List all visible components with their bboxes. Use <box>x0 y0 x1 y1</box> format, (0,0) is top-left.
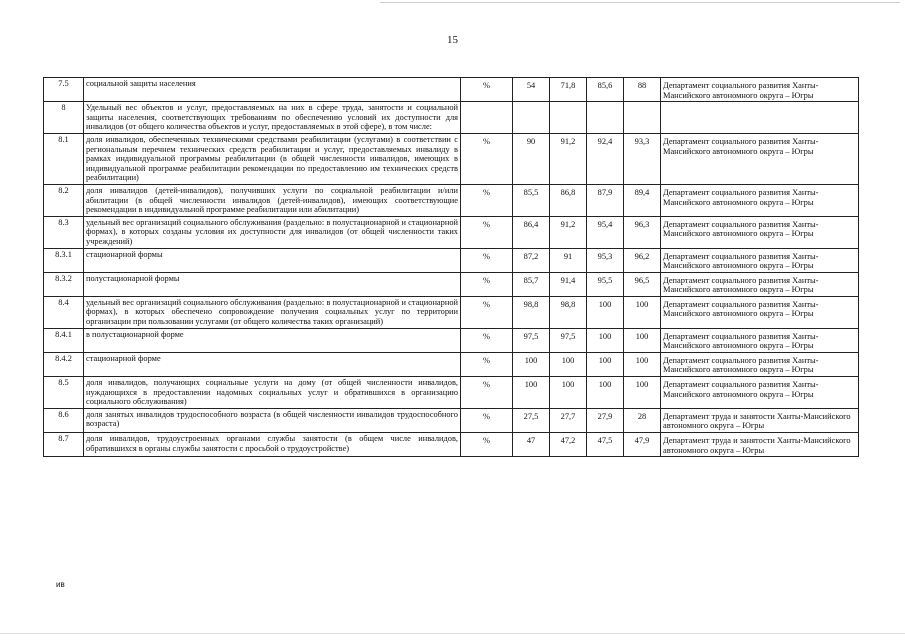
responsible-department: Департамент социального развития Ханты-Мансийского автономного округа – Югры <box>661 248 859 272</box>
value-year-2: 27,7 <box>550 408 587 432</box>
value-year-4: 28 <box>624 408 661 432</box>
value-year-3: 27,9 <box>587 408 624 432</box>
value-year-3: 47,5 <box>587 433 624 457</box>
responsible-department: Департамент социального развития Ханты-Мансийского автономного округа – Югры <box>661 272 859 296</box>
value-year-3: 100 <box>587 328 624 352</box>
value-year-4: 96,5 <box>624 272 661 296</box>
row-index: 8.4.2 <box>44 352 84 376</box>
unit-cell <box>461 102 513 134</box>
unit-cell: % <box>461 408 513 432</box>
value-year-3: 92,4 <box>587 133 624 184</box>
table-row <box>44 352 859 376</box>
value-year-4: 100 <box>624 352 661 376</box>
value-year-4: 47,9 <box>624 433 661 457</box>
row-index: 8.7 <box>44 433 84 457</box>
value-year-1: 54 <box>513 78 550 102</box>
value-year-2: 91,2 <box>550 216 587 248</box>
unit-cell: % <box>461 248 513 272</box>
row-index: 8.3.1 <box>44 248 84 272</box>
responsible-department: Департамент труда и занятости Ханты-Мансийского автономного округа – Югры <box>661 433 859 457</box>
value-year-1: 100 <box>513 352 550 376</box>
value-year-1: 47 <box>513 433 550 457</box>
value-year-2: 71,8 <box>550 78 587 102</box>
value-year-3: 95,3 <box>587 248 624 272</box>
row-index: 8 <box>44 102 84 134</box>
row-index: 8.2 <box>44 184 84 216</box>
row-index: 8.3.2 <box>44 272 84 296</box>
table-row <box>44 328 859 352</box>
table-row <box>44 102 859 134</box>
row-index: 8.6 <box>44 408 84 432</box>
row-index: 8.4 <box>44 296 84 328</box>
unit-cell: % <box>461 216 513 248</box>
value-year-4: 88 <box>624 78 661 102</box>
table-row <box>44 433 859 457</box>
row-index: 7.5 <box>44 78 84 102</box>
indicator-description: удельный вес организаций социального обслуживания (раздельно: в полустационарной и стационарной формах), в которых созданы условия их доступности для инвалидов (от общей численности таких учреждений) <box>84 216 461 248</box>
value-year-4: 93,3 <box>624 133 661 184</box>
responsible-department: Департамент социального развития Ханты-Мансийского автономного округа – Югры <box>661 133 859 184</box>
value-year-1 <box>513 102 550 134</box>
value-year-3 <box>587 102 624 134</box>
unit-cell: % <box>461 296 513 328</box>
value-year-4: 96,2 <box>624 248 661 272</box>
value-year-1: 98,8 <box>513 296 550 328</box>
unit-cell: % <box>461 78 513 102</box>
scan-edge-bottom <box>0 633 905 634</box>
value-year-1: 97,5 <box>513 328 550 352</box>
value-year-2: 100 <box>550 377 587 409</box>
unit-cell: % <box>461 184 513 216</box>
indicator-description: удельный вес организаций социального обслуживания (раздельно: в полустационарной и стационарной формах), в которых обеспечено сопровождение получения социальных услуг по территории организации при пользовании услугами (от общего количества таких организаций) <box>84 296 461 328</box>
indicator-description: доля инвалидов, трудоустроенных органами службы занятости (в общем числе инвалидов, обратившихся в органы службы занятости с просьбой о трудоустройстве) <box>84 433 461 457</box>
unit-cell: % <box>461 133 513 184</box>
unit-cell: % <box>461 433 513 457</box>
responsible-department <box>661 102 859 134</box>
table-row <box>44 133 859 184</box>
value-year-3: 100 <box>587 377 624 409</box>
value-year-1: 85,7 <box>513 272 550 296</box>
unit-cell: % <box>461 272 513 296</box>
value-year-2: 86,8 <box>550 184 587 216</box>
indicator-description: стационарной форме <box>84 352 461 376</box>
value-year-2: 91,2 <box>550 133 587 184</box>
responsible-department: Департамент труда и занятости Ханты-Мансийского автономного округа – Югры <box>661 408 859 432</box>
indicator-description: Удельный вес объектов и услуг, предоставляемых на них в сфере труда, занятости и социальной защиты населения, соответствующих требованиям по обеспечению условий их доступности для инвалидов (от общего количества объектов и услуг, предоставляемых в этой сфере), в том числе: <box>84 102 461 134</box>
indicator-description: социальной защиты населения <box>84 78 461 102</box>
value-year-2: 91 <box>550 248 587 272</box>
unit-cell: % <box>461 377 513 409</box>
responsible-department: Департамент социального развития Ханты-Мансийского автономного округа – Югры <box>661 328 859 352</box>
row-index: 8.1 <box>44 133 84 184</box>
indicator-description: доля инвалидов (детей-инвалидов), получивших услуги по социальной реабилитации и/или абилитации (в общей численности инвалидов (детей-инвалидов), имеющих соответствующие рекомендации в индивидуальной программе реабилитации или абилитации) <box>84 184 461 216</box>
value-year-4: 100 <box>624 377 661 409</box>
table-row <box>44 78 859 102</box>
value-year-2 <box>550 102 587 134</box>
value-year-2: 97,5 <box>550 328 587 352</box>
table-row <box>44 296 859 328</box>
value-year-2: 100 <box>550 352 587 376</box>
responsible-department: Департамент социального развития Ханты-Мансийского автономного округа – Югры <box>661 296 859 328</box>
responsible-department: Департамент социального развития Ханты-Мансийского автономного округа – Югры <box>661 78 859 102</box>
value-year-2: 91,4 <box>550 272 587 296</box>
table-row <box>44 272 859 296</box>
value-year-1: 90 <box>513 133 550 184</box>
responsible-department: Департамент социального развития Ханты-Мансийского автономного округа – Югры <box>661 352 859 376</box>
responsible-department: Департамент социального развития Ханты-Мансийского автономного округа – Югры <box>661 216 859 248</box>
table-row <box>44 248 859 272</box>
row-index: 8.4.1 <box>44 328 84 352</box>
indicator-description: доля занятых инвалидов трудоспособного возраста (в общей численности инвалидов трудоспособного возраста) <box>84 408 461 432</box>
value-year-1: 87,2 <box>513 248 550 272</box>
value-year-3: 85,6 <box>587 78 624 102</box>
value-year-1: 86,4 <box>513 216 550 248</box>
table-row <box>44 216 859 248</box>
value-year-3: 87,9 <box>587 184 624 216</box>
value-year-3: 100 <box>587 296 624 328</box>
table-row <box>44 377 859 409</box>
indicator-description: доля инвалидов, обеспеченных техническими средствами реабилитации (услугами) в соответствии с региональным перечнем технических средств реабилитации и услуг, предоставляемых инвалиду в рамках индивидуальной программы реабилитации (в общей численности инвалидов, имеющих в индивидуальной программе реабилитации рекомендации по предоставлению им технических средств реабилитации) <box>84 133 461 184</box>
value-year-4: 89,4 <box>624 184 661 216</box>
value-year-1: 100 <box>513 377 550 409</box>
value-year-4: 96,3 <box>624 216 661 248</box>
footer-initials: ив <box>56 580 65 589</box>
scan-edge-top <box>380 2 900 3</box>
value-year-1: 85,5 <box>513 184 550 216</box>
value-year-4 <box>624 102 661 134</box>
value-year-4: 100 <box>624 328 661 352</box>
indicator-description: в полустационарной форме <box>84 328 461 352</box>
indicator-description: полустационарной формы <box>84 272 461 296</box>
responsible-department: Департамент социального развития Ханты-Мансийского автономного округа – Югры <box>661 184 859 216</box>
value-year-3: 100 <box>587 352 624 376</box>
indicator-description: стационарной формы <box>84 248 461 272</box>
value-year-3: 95,4 <box>587 216 624 248</box>
unit-cell: % <box>461 352 513 376</box>
value-year-4: 100 <box>624 296 661 328</box>
value-year-2: 98,8 <box>550 296 587 328</box>
value-year-1: 27,5 <box>513 408 550 432</box>
value-year-2: 47,2 <box>550 433 587 457</box>
responsible-department: Департамент социального развития Ханты-Мансийского автономного округа – Югры <box>661 377 859 409</box>
table-row <box>44 184 859 216</box>
indicator-description: доля инвалидов, получающих социальные услуги на дому (от общей численности инвалидов, нуждающихся в предоставлении надомных социальных услуг и обратившихся в организацию социального обслуживания) <box>84 377 461 409</box>
indicators-table <box>43 77 859 457</box>
table-row <box>44 408 859 432</box>
row-index: 8.3 <box>44 216 84 248</box>
page-number: 15 <box>447 34 458 46</box>
unit-cell: % <box>461 328 513 352</box>
value-year-3: 95,5 <box>587 272 624 296</box>
row-index: 8.5 <box>44 377 84 409</box>
